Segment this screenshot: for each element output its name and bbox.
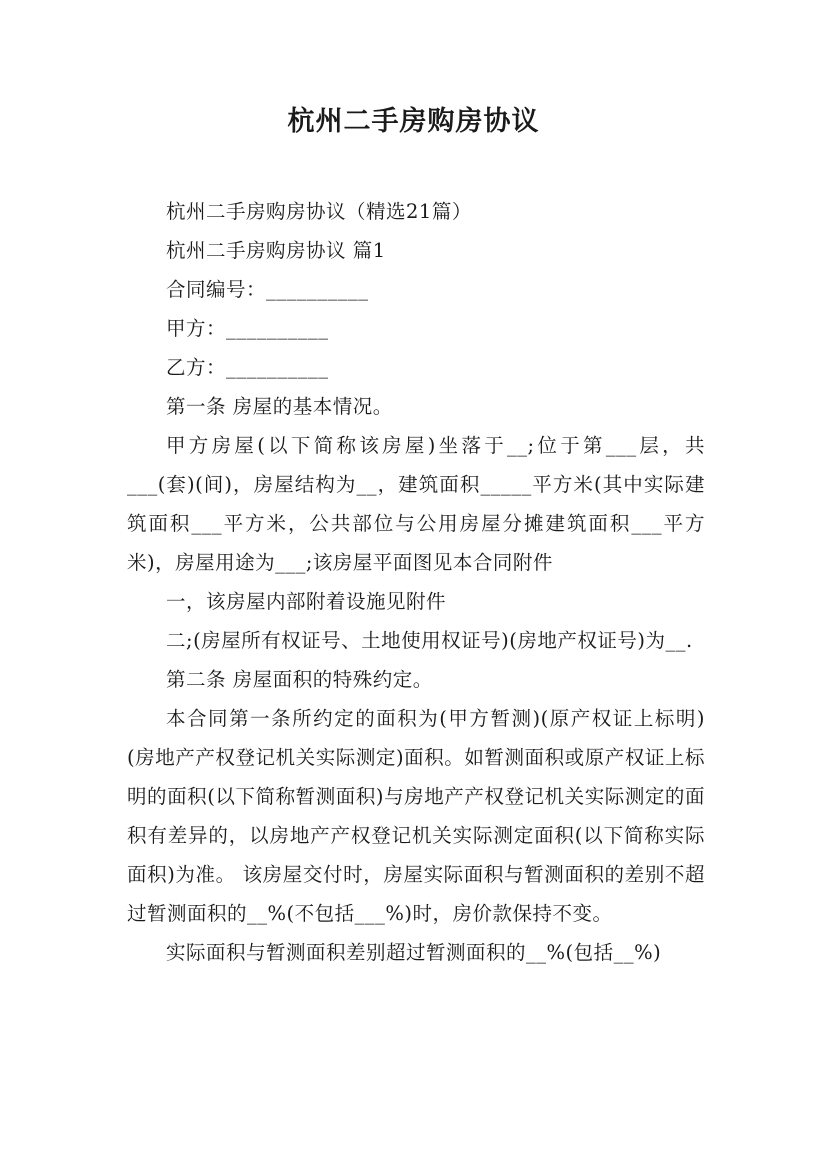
document-body [127, 192, 705, 972]
document-title: 杭州二手房购房协议 [287, 106, 540, 137]
paragraph-article-1-body: 甲方房屋(以下简称该房屋)坐落于__;位于第___层，共___(套)(间)，房屋结构为__，建筑面积_____平方米(其中实际建筑面积___平方米，公共部位与公用房屋分摊建筑面积___平方米)，房屋用途为___;该房屋平面图见本合同附件 [127, 434, 705, 574]
paragraph-article-2-body: 本合同第一条所约定的面积为(甲方暂测)(原产权证上标明)(房地产产权登记机关实际测定)面积。如暂测面积或原产权证上标明的面积(以下简称暂测面积)与房地产产权登记机关实际测定的面积有差异的，以房地产产权登记机关实际测定面积(以下简称实际面积)为准。 该房屋交付时，房屋实际面积与暂测面积的差别不超过暂测面积的__%(不包括___%)时，房价款保持不变。 [127, 707, 705, 925]
paragraph-article-1-heading: 第一条 房屋的基本情况。 [166, 395, 393, 418]
paragraph-contract-number: 合同编号：__________ [166, 278, 369, 301]
paragraph-party-b: 乙方：__________ [166, 356, 329, 379]
paragraph-party-a: 甲方：__________ [166, 317, 329, 340]
paragraph-article-2-heading: 第二条 房屋面积的特殊约定。 [166, 668, 433, 691]
paragraph-article-2-continued: 实际面积与暂测面积差别超过暂测面积的__%(包括__%) [166, 941, 662, 964]
paragraph-section-heading: 杭州二手房购房协议 篇1 [166, 239, 386, 262]
paragraph-article-1-item-2: 二;(房屋所有权证号、土地使用权证号)(房地产权证号)为__. [166, 629, 693, 652]
paragraph-article-1-item-1: 一，该房屋内部附着设施见附件 [166, 590, 447, 613]
paragraph-subtitle: 杭州二手房购房协议（精选21篇） [166, 200, 472, 223]
